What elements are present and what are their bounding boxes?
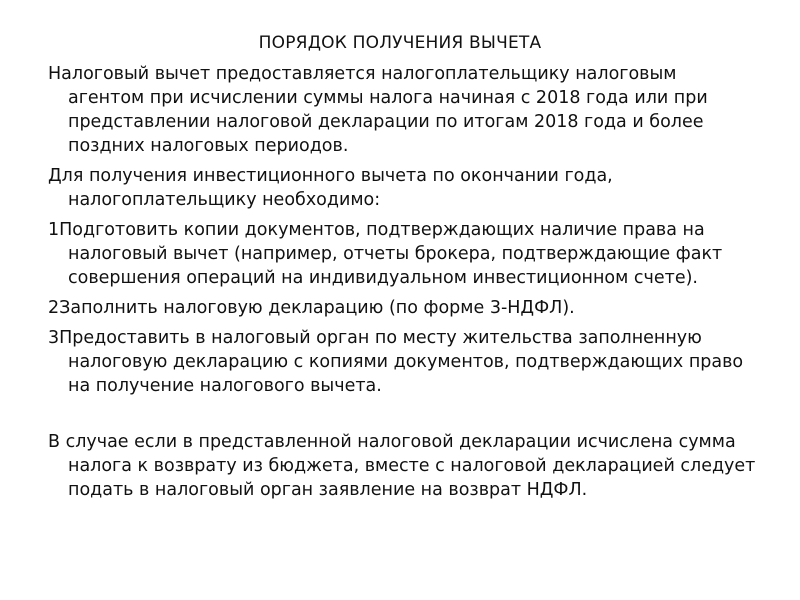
paragraph-step-3: 3Предоставить в налоговый орган по месту жительства заполненную налоговую декларацию с копиями документов, подтверждающих право на получение налогового вычета.	[48, 328, 744, 396]
paragraph-step-1: 1Подготовить копии документов, подтверждающих наличие права на налоговый вычет (например, отчеты брокера, подтверждающие факт совершения операций на индивидуальном инвестиционном счете).	[48, 220, 723, 288]
paragraph-step-2: 2Заполнить налоговую декларацию (по форме 3-НДФЛ).	[48, 298, 575, 318]
paragraph-deduction-provision: Налоговый вычет предоставляется налогоплательщику налоговым агентом при исчислении суммы налога начиная с 2018 года или при представлении налоговой декларации по итогам 2018 года и более поздних налоговых периодов.	[48, 64, 708, 156]
paragraph-refund-note: В случае если в представленной налоговой декларации исчислена сумма налога к возврату из бюджета, вместе с налоговой декларацией следует подать в налоговый орган заявление на возврат НДФЛ.	[48, 432, 756, 500]
slide-title: ПОРЯДОК ПОЛУЧЕНИЯ ВЫЧЕТА	[258, 33, 542, 53]
paragraph-requirements-intro: Для получения инвестиционного вычета по окончании года, налогоплательщику необходимо:	[48, 166, 613, 210]
slide-body	[48, 62, 758, 508]
